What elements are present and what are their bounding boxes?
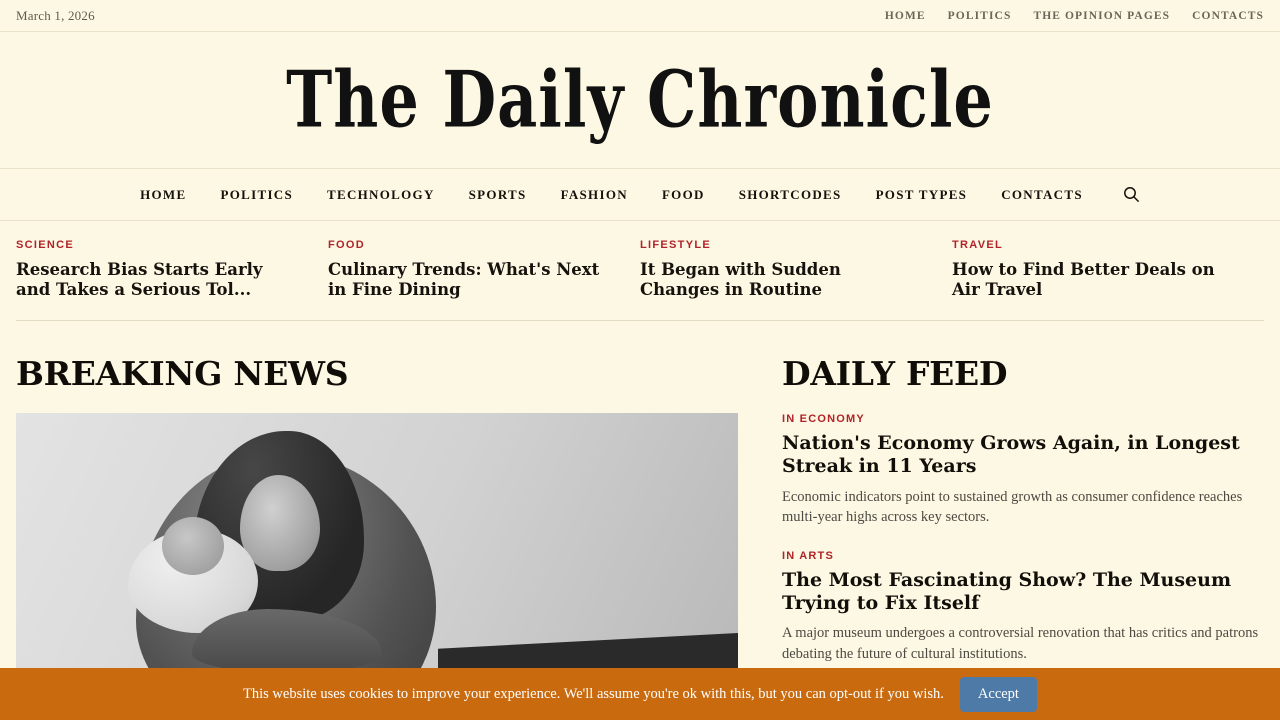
- content-area: [0, 321, 1280, 686]
- feed-item[interactable]: [782, 413, 1264, 528]
- search-button[interactable]: [1123, 186, 1140, 203]
- top-nav-item-politics[interactable]: POLITICS: [947, 9, 1012, 22]
- category-card-science[interactable]: [16, 239, 328, 300]
- cookie-notice-bar: [0, 668, 1280, 720]
- category-card-food[interactable]: [328, 239, 640, 300]
- nav-item-home[interactable]: HOME: [140, 186, 187, 202]
- category-label: SCIENCE: [16, 239, 74, 251]
- current-date: March 1, 2026: [16, 7, 95, 23]
- category-label: LIFESTYLE: [640, 239, 711, 251]
- top-nav-item-contacts[interactable]: CONTACTS: [1192, 9, 1264, 22]
- category-strip: [0, 221, 1280, 300]
- site-title[interactable]: The Daily Chronicle: [286, 53, 994, 145]
- feed-item-headline[interactable]: Nation's Economy Grows Again, in Longest Streak in 11 Years: [782, 432, 1240, 478]
- category-card-travel[interactable]: [952, 239, 1264, 300]
- feed-item-headline[interactable]: The Most Fascinating Show? The Museum Trying to Fix Itself: [782, 568, 1232, 614]
- nav-item-fashion[interactable]: FASHION: [560, 186, 628, 202]
- cookie-notice-text: This website uses cookies to improve your experience. We'll assume you're ok with this, but you can opt-out if you wish.: [243, 685, 944, 702]
- feed-item-description: A major museum undergoes a controversial renovation that has critics and patrons debating the future of cultural institutions.: [782, 625, 1259, 662]
- feed-item-category[interactable]: IN ARTS: [782, 549, 834, 562]
- main-nav: [0, 169, 1280, 221]
- category-headline[interactable]: Culinary Trends: What's Next in Fine Dining: [328, 260, 600, 300]
- category-card-lifestyle[interactable]: [640, 239, 952, 300]
- category-headline[interactable]: How to Find Better Deals on Air Travel: [952, 260, 1215, 300]
- photo-baby-head: [162, 517, 224, 575]
- nav-item-technology[interactable]: TECHNOLOGY: [327, 186, 435, 202]
- feed-item-description: Economic indicators point to sustained growth as consumer confidence reaches multi-year highs across key sectors.: [782, 488, 1243, 526]
- top-nav-item-home[interactable]: HOME: [884, 9, 926, 22]
- feed-item-category[interactable]: IN ECONOMY: [782, 413, 865, 426]
- nav-item-contacts[interactable]: CONTACTS: [1001, 186, 1083, 202]
- daily-feed-title: DAILY FEED: [782, 354, 1008, 394]
- category-label: FOOD: [328, 239, 365, 251]
- category-headline[interactable]: Research Bias Starts Early and Takes a Serious Tol...: [16, 260, 263, 300]
- search-icon: [1123, 186, 1140, 203]
- category-headline[interactable]: It Began with Sudden Changes in Routine: [640, 260, 841, 300]
- nav-item-sports[interactable]: SPORTS: [468, 186, 527, 202]
- accept-cookies-button[interactable]: Accept: [960, 677, 1037, 712]
- daily-feed-column: [782, 321, 1264, 686]
- nav-item-post-types[interactable]: POST TYPES: [875, 186, 968, 202]
- breaking-news-title: BREAKING NEWS: [16, 354, 349, 394]
- category-label: TRAVEL: [952, 239, 1003, 251]
- nav-item-politics[interactable]: POLITICS: [220, 186, 294, 202]
- nav-item-food[interactable]: FOOD: [661, 186, 705, 202]
- top-nav: [885, 10, 1264, 22]
- breaking-news-column: [16, 321, 738, 686]
- mother-holding-baby-photo[interactable]: [16, 413, 738, 673]
- top-bar: [0, 0, 1280, 32]
- masthead: [0, 32, 1280, 169]
- nav-item-shortcodes[interactable]: SHORTCODES: [738, 186, 842, 202]
- top-nav-item-opinion-pages[interactable]: THE OPINION PAGES: [1033, 9, 1171, 22]
- feed-item[interactable]: [782, 550, 1264, 665]
